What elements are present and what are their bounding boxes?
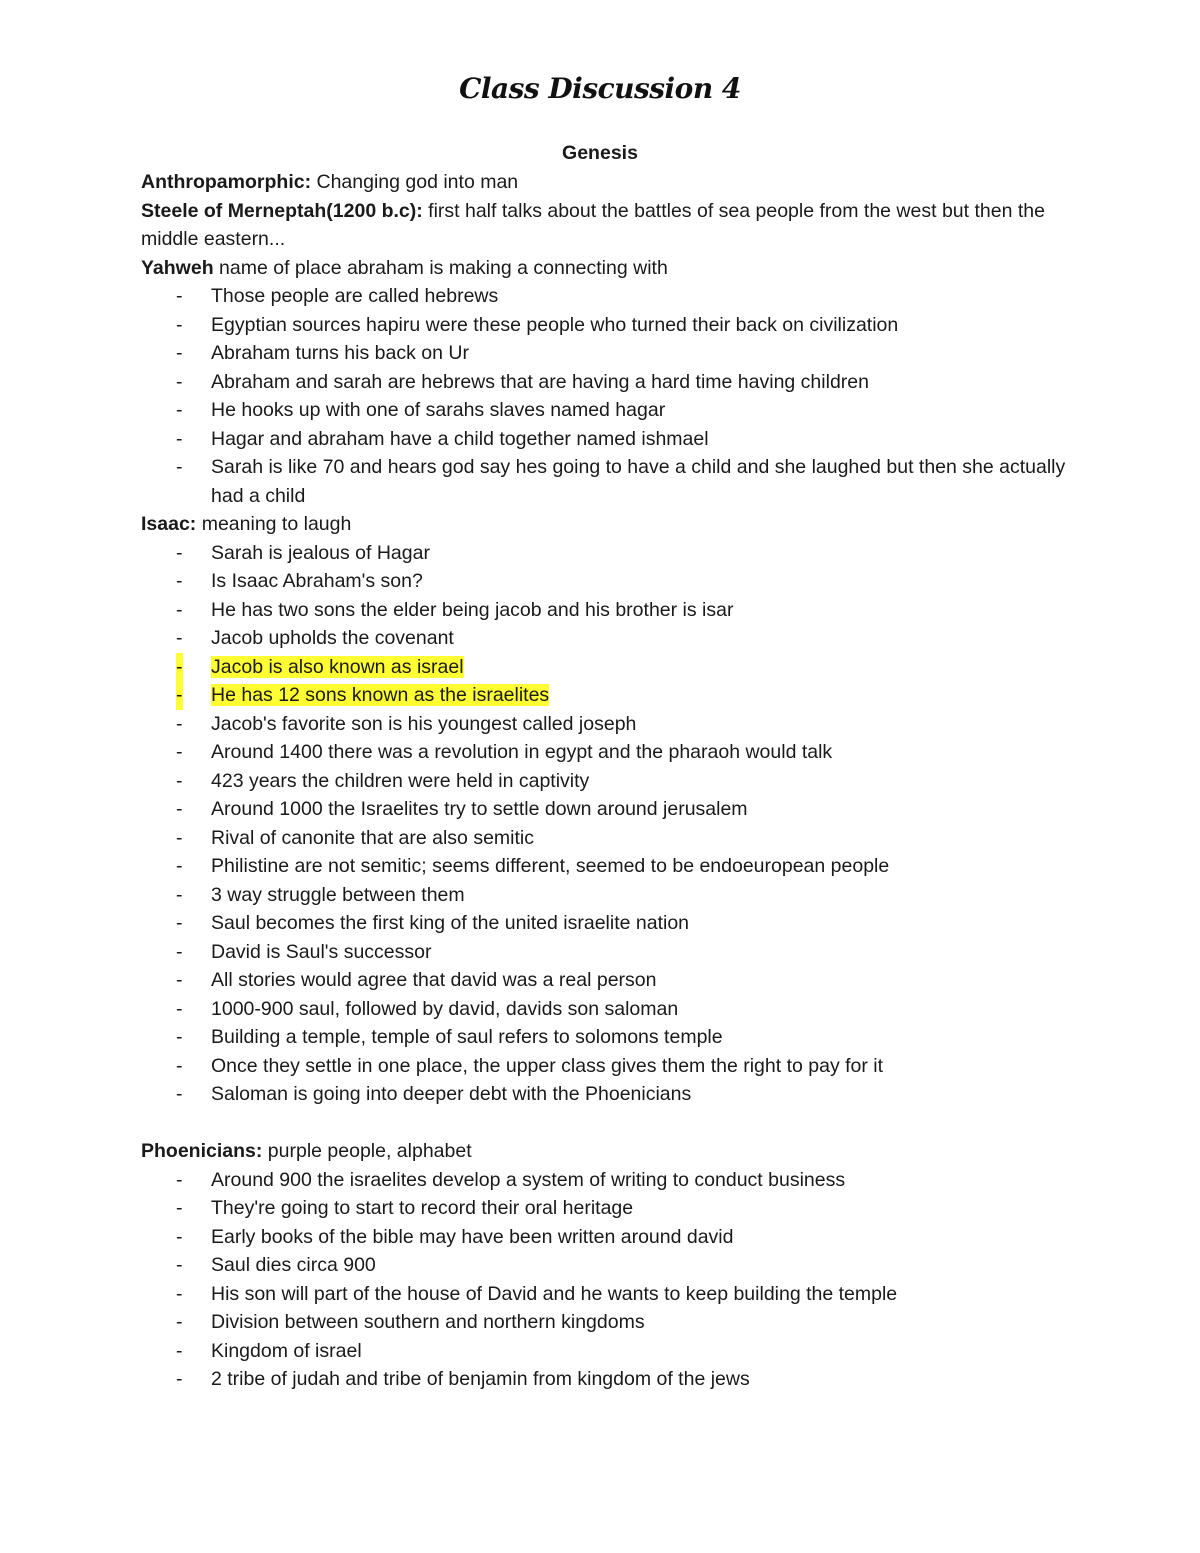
list-item: [141, 824, 1071, 853]
term-description: first half talks about the battles of sea people from the west but then the middle eastern...: [141, 199, 1045, 250]
dash-marker: -: [176, 826, 183, 849]
list-item-text: 1000-900 saul, followed by david, davids son saloman: [211, 997, 679, 1020]
term-definition: [141, 168, 1071, 197]
bullet-list: [141, 282, 1071, 510]
dash-marker: -: [176, 912, 183, 934]
term-label: Steele of Merneptah(1200 b.c):: [141, 199, 423, 222]
list-item: [141, 425, 1071, 454]
list-item: [141, 368, 1071, 397]
list-item: [141, 1308, 1071, 1337]
list-item-text: He has two sons the elder being jacob and his brother is isar: [211, 598, 734, 621]
list-item: [141, 539, 1071, 568]
list-item-text: 2 tribe of judah and tribe of benjamin from kingdom of the jews: [211, 1368, 750, 1390]
term-definition: [141, 254, 1071, 283]
list-item-text: Kingdom of israel: [211, 1339, 362, 1362]
dash-marker: -: [176, 969, 183, 991]
bullet-list: [141, 1166, 1071, 1394]
dash-marker: -: [176, 541, 183, 564]
dash-marker: -: [176, 769, 183, 792]
list-item: [141, 1080, 1071, 1109]
dash-marker: -: [176, 627, 183, 649]
list-item-text: Saloman is going into deeper debt with the Phoenicians: [211, 1083, 692, 1105]
dash-marker: -: [176, 1168, 183, 1191]
list-item: [141, 567, 1071, 596]
bullet-list: [141, 539, 1071, 1109]
term-label: Phoenicians:: [141, 1140, 263, 1162]
dash-marker: -: [176, 342, 183, 364]
blank-line: [141, 1109, 1071, 1138]
list-item-text: He hooks up with one of sarahs slaves named hagar: [211, 399, 666, 421]
list-item: [141, 1194, 1071, 1223]
dash-marker: -: [176, 313, 183, 336]
term-description: Changing god into man: [311, 171, 519, 193]
list-item-text: 3 way struggle between them: [211, 883, 465, 906]
list-item: [141, 681, 1071, 710]
dash-marker: -: [176, 1083, 183, 1105]
list-item: [141, 596, 1071, 625]
list-item-text: Philistine are not semitic; seems different, seemed to be endoeuropean people: [211, 855, 890, 877]
list-item-text: Abraham and sarah are hebrews that are having a hard time having children: [211, 370, 869, 393]
list-item: [141, 1166, 1071, 1195]
highlighted-text: He has 12 sons known as the israelites: [211, 684, 550, 706]
list-item-text: His son will part of the house of David and he wants to keep building the temple: [211, 1282, 898, 1305]
list-item: [141, 738, 1071, 767]
list-item: [141, 966, 1071, 995]
list-item: [141, 767, 1071, 796]
dash-marker: -: [176, 1225, 183, 1248]
dash-marker: -: [176, 1311, 183, 1333]
term-label: Anthropamorphic:: [141, 171, 312, 193]
list-item-text: They're going to start to record their oral heritage: [211, 1197, 634, 1219]
document-title: Class Discussion 4: [459, 72, 741, 105]
list-item: [141, 311, 1071, 340]
list-item-text: 423 years the children were held in captivity: [211, 769, 590, 792]
list-item: [141, 852, 1071, 881]
dash-marker: -: [176, 940, 183, 963]
term-description: meaning to laugh: [196, 513, 352, 535]
term-label: Isaac:: [141, 513, 197, 535]
term-definition: [141, 510, 1071, 539]
term-definition: [141, 197, 1071, 254]
list-item: [141, 453, 1071, 510]
dash-marker: -: [176, 1254, 183, 1276]
list-item: [141, 995, 1071, 1024]
list-item: [141, 881, 1071, 910]
list-item: [141, 282, 1071, 311]
notes-sections: [141, 168, 1071, 1394]
dash-marker: -: [176, 1054, 183, 1077]
dash-marker: -: [176, 681, 183, 710]
list-item-text: Around 900 the israelites develop a system of writing to conduct business: [211, 1168, 846, 1191]
list-item-text: Rival of canonite that are also semitic: [211, 826, 534, 849]
list-item: [141, 1251, 1071, 1280]
term-definition: [141, 1137, 1071, 1166]
list-item: [141, 339, 1071, 368]
section-heading: Genesis: [562, 142, 638, 164]
list-item: [141, 1280, 1071, 1309]
list-item-text: Sarah is jealous of Hagar: [211, 541, 430, 564]
list-item-text: Abraham turns his back on Ur: [211, 342, 469, 364]
list-item: [141, 909, 1071, 938]
list-item-text: Around 1400 there was a revolution in egypt and the pharaoh would talk: [211, 741, 833, 763]
list-item-text: Sarah is like 70 and hears god say hes going to have a child and she laughed but then she actually had a child: [211, 456, 1066, 507]
dash-marker: -: [176, 997, 183, 1020]
list-item-text: All stories would agree that david was a real person: [211, 969, 657, 991]
list-item-text: Early books of the bible may have been written around david: [211, 1225, 734, 1248]
document-body: [141, 139, 1071, 1394]
list-item-text: Jacob's favorite son is his youngest called joseph: [211, 712, 637, 735]
list-item: [141, 396, 1071, 425]
dash-marker: -: [176, 285, 183, 307]
list-item: [141, 710, 1071, 739]
list-item: [141, 1365, 1071, 1394]
list-item-text: Division between southern and northern kingdoms: [211, 1311, 645, 1333]
list-item-text: David is Saul's successor: [211, 940, 432, 963]
dash-marker: -: [176, 798, 183, 820]
list-item: [141, 1052, 1071, 1081]
term-label: Yahweh: [141, 256, 214, 279]
list-item-text: Building a temple, temple of saul refers to solomons temple: [211, 1026, 723, 1048]
list-item-text: Is Isaac Abraham's son?: [211, 570, 423, 592]
term-description: purple people, alphabet: [262, 1140, 472, 1162]
highlighted-text: Jacob is also known as israel: [211, 655, 464, 678]
list-item: [141, 653, 1071, 682]
dash-marker: -: [176, 427, 183, 450]
list-item-text: Saul becomes the first king of the united israelite nation: [211, 912, 690, 934]
dash-marker: -: [176, 1026, 183, 1048]
list-item-text: Egyptian sources hapiru were these people who turned their back on civilization: [211, 313, 899, 336]
dash-marker: -: [176, 883, 183, 906]
dash-marker: -: [176, 741, 183, 763]
list-item-text: Those people are called hebrews: [211, 285, 499, 307]
dash-marker: -: [176, 399, 183, 421]
dash-marker: -: [176, 653, 183, 682]
dash-marker: -: [176, 1282, 183, 1305]
list-item: [141, 795, 1071, 824]
list-item-text: Hagar and abraham have a child together named ishmael: [211, 427, 709, 450]
list-item-text: Around 1000 the Israelites try to settle down around jerusalem: [211, 798, 748, 820]
list-item: [141, 1223, 1071, 1252]
dash-marker: -: [176, 370, 183, 393]
dash-marker: -: [176, 456, 183, 478]
list-item-text: Saul dies circa 900: [211, 1254, 376, 1276]
dash-marker: -: [176, 1339, 183, 1362]
list-item-text: Jacob upholds the covenant: [211, 627, 454, 649]
dash-marker: -: [176, 598, 183, 621]
dash-marker: -: [176, 1197, 183, 1219]
dash-marker: -: [176, 712, 183, 735]
dash-marker: -: [176, 570, 183, 592]
list-item: [141, 624, 1071, 653]
dash-marker: -: [176, 855, 183, 877]
list-item: [141, 938, 1071, 967]
dash-marker: -: [176, 1368, 183, 1390]
term-description: name of place abraham is making a connecting with: [213, 256, 668, 279]
list-item: [141, 1337, 1071, 1366]
list-item-text: Once they settle in one place, the upper class gives them the right to pay for it: [211, 1054, 884, 1077]
list-item: [141, 1023, 1071, 1052]
